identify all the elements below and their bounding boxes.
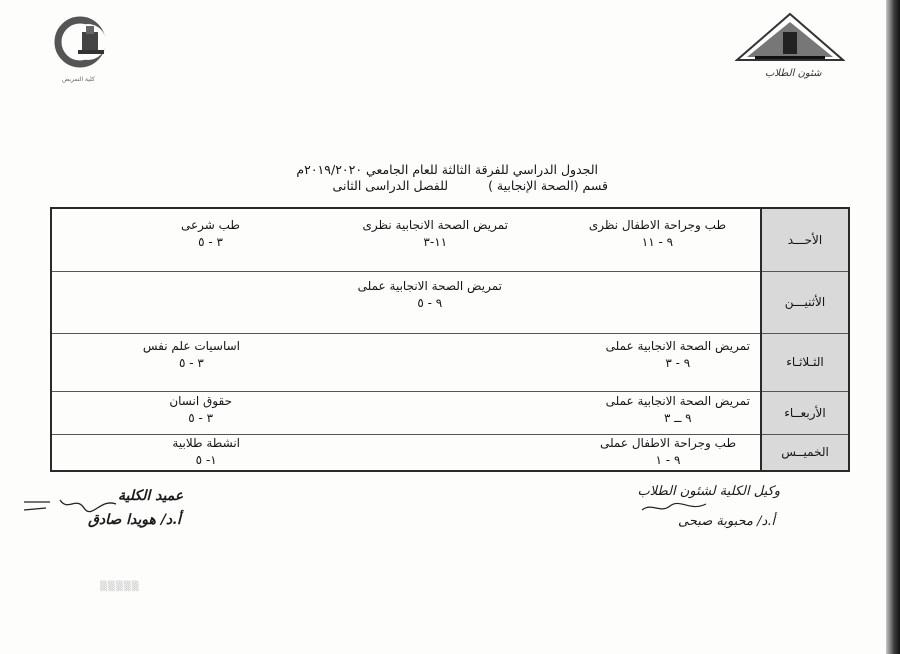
class-slot [606,338,750,372]
class-slot [358,278,502,312]
class-title: تمريض الصحة الانجابية عملى [605,393,750,408]
class-slot [169,393,232,427]
class-slot [589,217,726,251]
class-time: ٩ ــ ٣ [664,410,692,425]
dean-name: أ.د/ هويدا صادق [88,512,181,528]
schedule-row-wednesday [51,391,849,434]
semester-label: للفصل الدراسى الثانى [332,178,449,193]
faculty-logo-icon [50,14,120,84]
vice-dean-title: وكيل الكلية لشئون الطلاب [637,484,780,499]
class-slot [606,393,750,427]
class-slot [600,435,736,469]
slots-cell [51,391,761,434]
class-slot [363,217,508,251]
slots-cell [51,271,761,333]
university-logo-icon [735,12,845,64]
class-time: ٩ - ١١ [641,235,674,249]
class-time: ٣ - ٥ [178,355,204,370]
day-cell: الأربعــاء [761,391,849,434]
document-header [270,162,620,194]
faculty-logo-caption: كلية التمريض [62,76,95,83]
class-title: طب وجراحة الاطفال عملى [599,435,736,450]
slots-cell [51,434,761,471]
schedule-row-monday [51,271,849,333]
class-time: ٩ - ٥ [417,295,443,310]
department-label: قسم (الصحة الإنجابية ) [488,178,608,193]
class-title: تمريض الصحة الانجابية نظرى [362,218,508,232]
schedule-title: الجدول الدراسي للفرقة الثالثة للعام الجامعي ٢٠١٩/٢٠٢٠م [296,162,598,177]
faint-stamp-mark: ▒▒▒▒▒ [100,582,140,592]
day-cell: الخميــس [761,434,849,471]
class-title: طب وجراحة الاطفال نظرى [588,218,726,232]
class-title: اساسيات علم نفس [142,338,240,353]
dean-title: عميد الكلية [118,488,184,504]
schedule-table [50,207,850,472]
class-time: ٣ - ٥ [188,410,214,425]
class-time: ٣ - ٥ [198,235,223,249]
class-time: ٩ - ١ [655,452,681,467]
vice-dean-name: أ.د/ محبوبة صبحى [678,514,775,529]
student-affairs-label: شئون الطلاب [765,68,822,79]
schedule-row-tuesday [51,333,849,391]
class-slot [143,338,240,372]
schedule-row-thursday [51,434,849,471]
scan-edge [886,0,900,654]
day-cell: الأثنيـــن [761,271,849,333]
slots-cell [51,208,761,271]
class-time: ١١-٣ [423,235,448,249]
class-time: ١- ٥ [195,452,217,467]
class-title: طب شرعى [181,218,240,232]
class-time: ٩ - ٣ [665,355,691,370]
class-title: تمريض الصحة الانجابية عملى [357,278,502,293]
class-title: انشطة طلابية [172,435,240,450]
day-cell: الأحـــد [761,208,849,271]
slots-cell [51,333,761,391]
class-title: حقوق انسان [169,393,232,408]
class-title: تمريض الصحة الانجابية عملى [605,338,750,353]
day-cell: الثـلاثـاء [761,333,849,391]
class-slot [181,217,240,251]
class-slot [172,435,240,469]
schedule-row-sunday [51,208,849,271]
